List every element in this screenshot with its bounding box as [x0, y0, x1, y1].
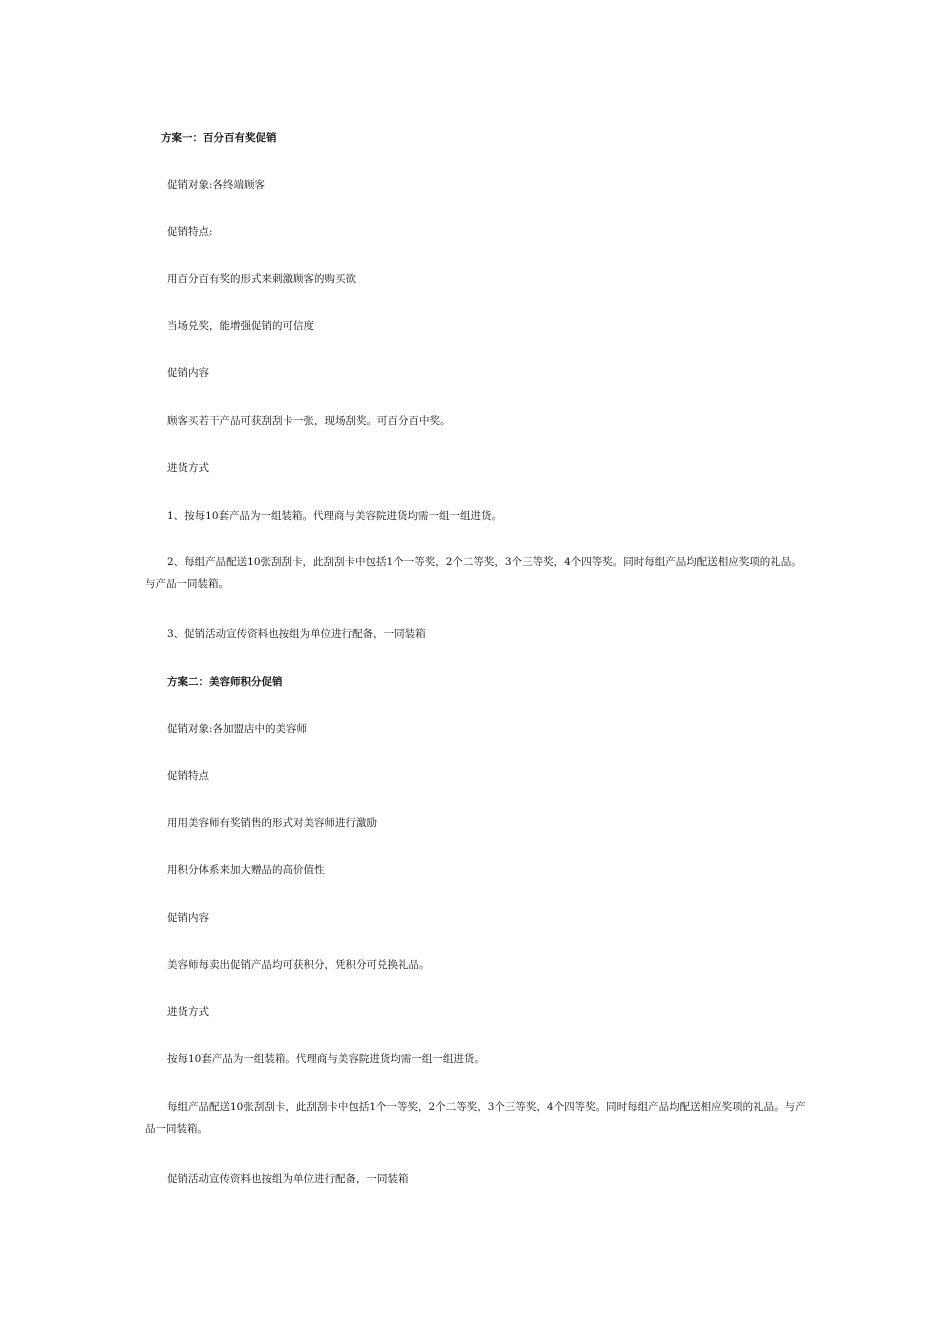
paragraph-stocking-1-item-2: 2、每组产品配送10张刮刮卡，此刮刮卡中包括1个一等奖，2个二等奖，3个三等奖，4个四等奖。同时每组产品均配送相应奖项的礼品。与产品一同装箱。: [145, 556, 802, 590]
paragraph-stocking-2-item-1: 按每10套产品为一组装箱。代理商与美容院进货均需一组一组进货。: [167, 1053, 485, 1065]
section-heading-plan-2: 方案二：美容师积分促销: [167, 676, 283, 688]
paragraph-stocking-1: 进货方式: [167, 462, 209, 474]
paragraph-stocking-2: 进货方式: [167, 1006, 209, 1018]
paragraph-promo-features-2: 促销特点: [167, 770, 209, 782]
paragraph-stocking-2-item-2: 每组产品配送10张刮刮卡，此刮刮卡中包括1个一等奖，2个二等奖，3个三等奖，4个四等奖。同时每组产品均配送相应奖项的礼品。与产品一同装箱。: [145, 1101, 806, 1135]
paragraph-promo-target-1: 促销对象:各终端顾客: [167, 179, 266, 191]
paragraph-stocking-1-item-1: 1、按每10套产品为一组装箱。代理商与美容院进货均需一组一组进货。: [167, 510, 503, 522]
paragraph-feature-1b: 当场兑奖，能增强促销的可信度: [167, 320, 314, 332]
paragraph-feature-2b: 用积分体系来加大赠品的高价值性: [167, 864, 325, 876]
paragraph-promo-target-2: 促销对象:各加盟店中的美容师: [167, 723, 308, 735]
paragraph-content-1: 顾客买若干产品可获刮刮卡一张，现场刮奖。可百分百中奖。: [167, 415, 451, 427]
paragraph-stocking-1-item-3: 3、促销活动宣传资料也按组为单位进行配备，一同装箱: [167, 628, 426, 640]
paragraph-content-2: 美容师每卖出促销产品均可获积分，凭积分可兑换礼品。: [167, 959, 430, 971]
paragraph-promo-content-1: 促销内容: [167, 367, 209, 379]
paragraph-feature-1a: 用百分百有奖的形式来刺激顾客的购买欲: [167, 273, 356, 285]
section-heading-plan-1: 方案一：百分百有奖促销: [161, 132, 277, 144]
paragraph-stocking-2-item-3: 促销活动宣传资料也按组为单位进行配备，一同装箱: [167, 1173, 409, 1185]
paragraph-promo-features-1: 促销特点:: [167, 226, 213, 238]
paragraph-feature-2a: 用用美容师有奖销售的形式对美容师进行激励: [167, 817, 377, 829]
paragraph-promo-content-2: 促销内容: [167, 912, 209, 924]
